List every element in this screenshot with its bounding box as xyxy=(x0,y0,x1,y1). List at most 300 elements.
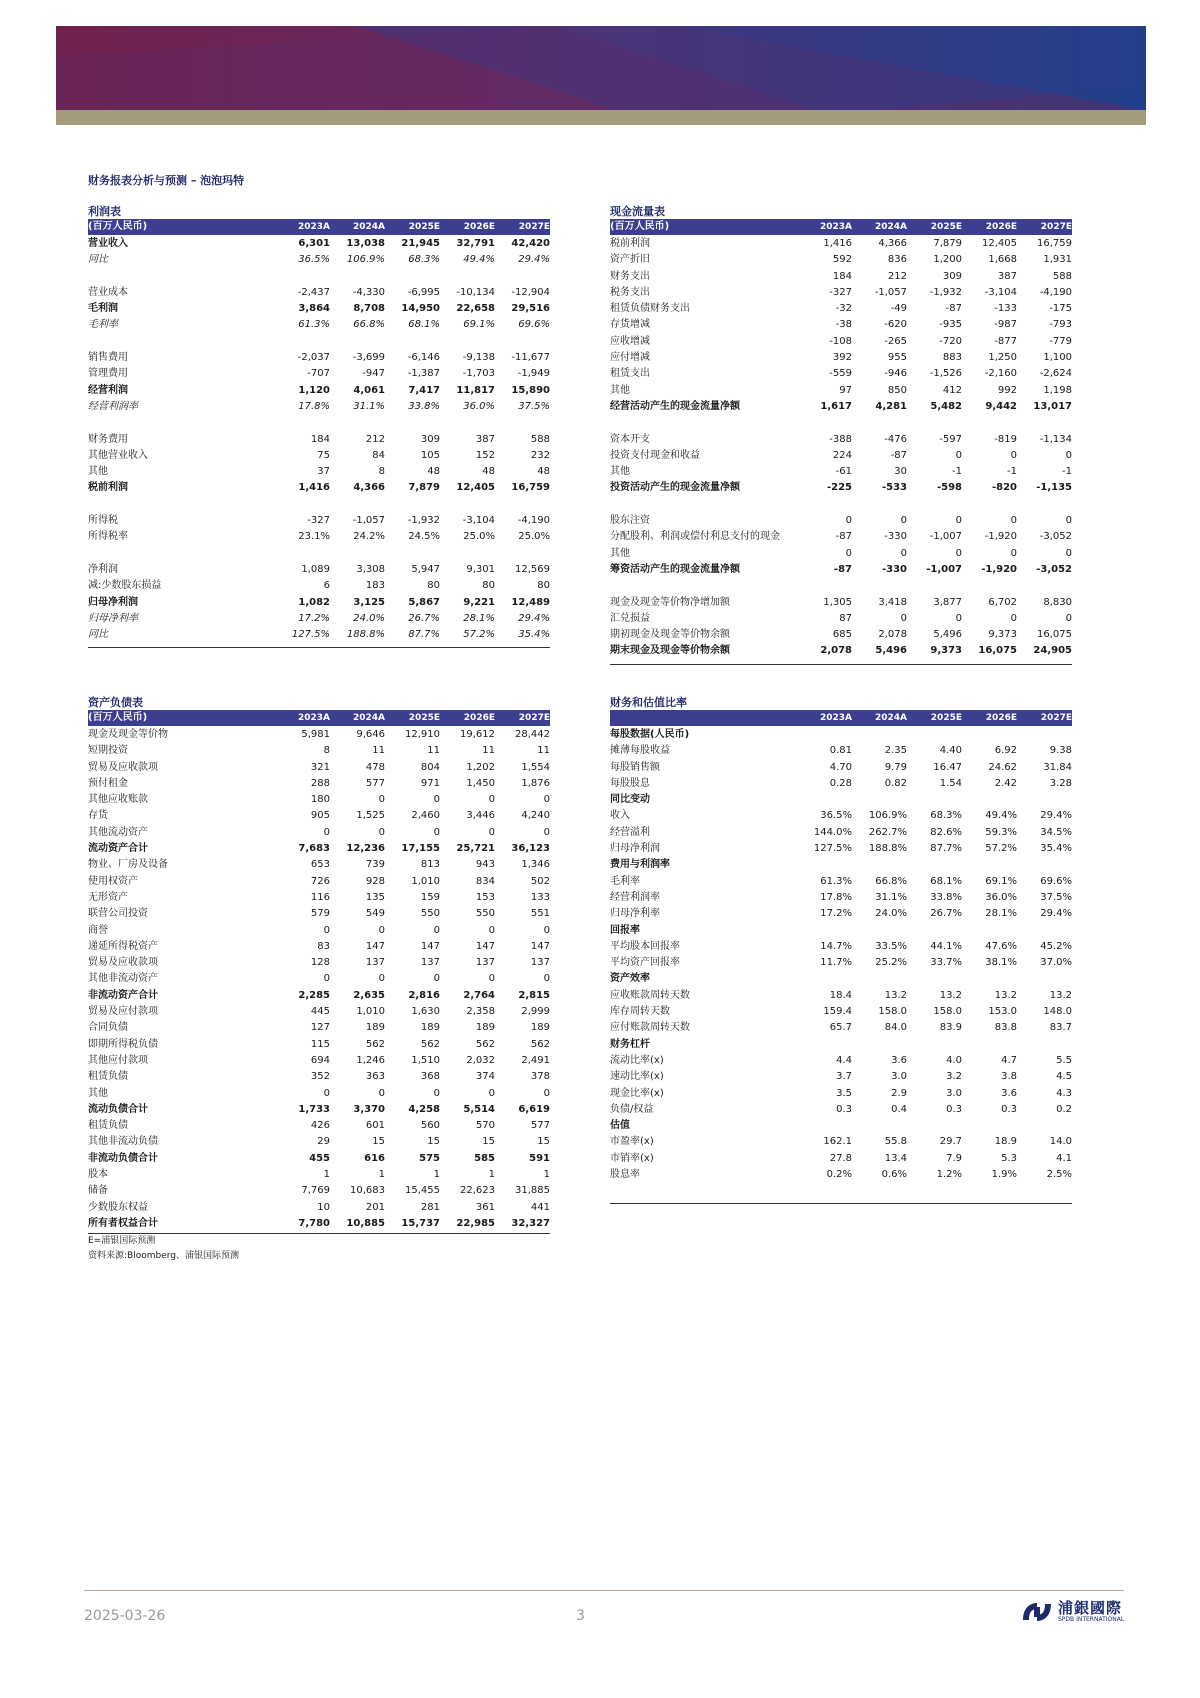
row-value: -3,052 xyxy=(1036,563,1072,575)
table-row xyxy=(610,334,1072,350)
row-value: 11 xyxy=(482,745,495,757)
row-value xyxy=(962,857,1017,873)
table-row xyxy=(88,857,550,873)
row-value: 3,418 xyxy=(878,596,907,608)
row-label: 租赁负债财务支出 xyxy=(610,303,690,315)
row-label: 其他非流动负债 xyxy=(88,1136,158,1148)
row-label: 摊薄每股收益 xyxy=(610,745,670,757)
row-label xyxy=(88,415,275,431)
row-value: 66.8% xyxy=(353,319,385,331)
row-value: 37.0% xyxy=(1040,957,1072,969)
row-label: 租赁负债 xyxy=(88,1120,128,1132)
row-label: 流动比率(x) xyxy=(610,1054,664,1066)
row-value: 3,877 xyxy=(933,596,962,608)
row-value xyxy=(385,546,440,562)
table-header xyxy=(88,710,550,726)
table-row xyxy=(88,578,550,594)
row-value: 834 xyxy=(475,875,495,887)
row-value: 5,496 xyxy=(875,645,907,657)
table-row xyxy=(610,236,1072,252)
row-value: 13.2 xyxy=(994,989,1017,1001)
row-value: 29 xyxy=(317,1136,330,1148)
row-value: 28.1% xyxy=(985,908,1017,920)
row-value: -1,932 xyxy=(407,515,440,527)
row-value xyxy=(1017,1037,1072,1053)
row-value: 378 xyxy=(530,1071,550,1083)
row-label: 股东注资 xyxy=(610,515,650,527)
row-value xyxy=(797,497,852,513)
row-value xyxy=(440,334,495,350)
row-value: 17.2% xyxy=(820,908,852,920)
row-value: 321 xyxy=(310,761,330,773)
row-label: 管理费用 xyxy=(88,368,128,380)
row-value: 0 xyxy=(323,826,330,838)
row-label: 递延所得税资产 xyxy=(88,940,158,952)
row-value: 992 xyxy=(997,384,1017,396)
row-value: -1,007 xyxy=(926,563,962,575)
row-value: 224 xyxy=(832,449,852,461)
row-value: 0 xyxy=(1010,547,1017,559)
row-value xyxy=(907,727,962,743)
row-value: 3.0 xyxy=(946,1087,962,1099)
row-value: 6,301 xyxy=(298,238,330,249)
table-row xyxy=(88,890,550,906)
row-value: 23.1% xyxy=(298,531,330,543)
row-label: 财务费用 xyxy=(88,433,128,445)
row-value: 0 xyxy=(543,924,550,936)
row-value: 14.7% xyxy=(820,940,852,952)
row-value xyxy=(440,269,495,285)
row-value: -1,920 xyxy=(981,563,1017,575)
row-value: 502 xyxy=(530,875,550,887)
row-value: 16,759 xyxy=(511,482,550,494)
row-value: 8 xyxy=(323,745,330,757)
row-value: -327 xyxy=(829,286,852,298)
row-value: 5,867 xyxy=(408,596,440,608)
row-value: 374 xyxy=(475,1071,495,1083)
row-value: -2,160 xyxy=(984,368,1017,380)
row-value xyxy=(852,497,907,513)
year-header: 2027E xyxy=(518,713,550,723)
table-row xyxy=(610,432,1072,448)
row-value: 26.7% xyxy=(408,612,440,624)
table-row xyxy=(610,955,1072,971)
row-value: 13.4 xyxy=(884,1152,907,1164)
row-label: 应收账款周转天数 xyxy=(610,989,690,1001)
row-value: -265 xyxy=(884,335,907,347)
row-value: -327 xyxy=(307,515,330,527)
row-value: 0.2% xyxy=(826,1169,852,1181)
row-value: 0 xyxy=(488,973,495,985)
row-label: 现金及现金等价物净增加额 xyxy=(610,596,730,608)
row-value: 0 xyxy=(323,924,330,936)
row-value: 189 xyxy=(475,1022,495,1034)
row-value: 3.28 xyxy=(1049,777,1072,789)
row-value: 59.3% xyxy=(985,826,1017,838)
row-value: 0 xyxy=(433,973,440,985)
row-value: 0.6% xyxy=(881,1169,907,1181)
table-row xyxy=(88,415,550,431)
row-value: 1,100 xyxy=(1043,352,1072,364)
row-label: 现金及现金等价物 xyxy=(88,729,168,740)
row-value: 309 xyxy=(420,433,440,445)
row-label: 物业、厂房及设备 xyxy=(88,859,168,871)
row-value: 0 xyxy=(1065,612,1072,624)
year-header: 2025E xyxy=(930,713,962,723)
row-value: 2.42 xyxy=(994,777,1017,789)
table-row xyxy=(610,841,1072,857)
row-value: 28.1% xyxy=(463,612,495,624)
row-value: -877 xyxy=(994,335,1017,347)
row-value: 25.0% xyxy=(463,531,495,543)
table-row xyxy=(610,269,1072,285)
row-value: 189 xyxy=(530,1022,550,1034)
row-value: 5.3 xyxy=(1001,1152,1017,1164)
row-label: 其他 xyxy=(610,547,630,559)
row-value: 4,061 xyxy=(353,384,385,396)
row-value: 26.7% xyxy=(930,908,962,920)
row-value xyxy=(1017,727,1072,743)
cashflow-statement-table xyxy=(610,205,1072,665)
row-value: 4,281 xyxy=(875,400,907,412)
table-row xyxy=(610,448,1072,464)
row-value: 726 xyxy=(310,875,330,887)
table-row xyxy=(610,529,1072,545)
row-value: 3,370 xyxy=(353,1103,385,1115)
row-value: 68.1% xyxy=(408,319,440,331)
row-value: 577 xyxy=(365,777,385,789)
row-value xyxy=(1017,415,1072,431)
row-value: 585 xyxy=(474,1152,495,1164)
row-value: 352 xyxy=(310,1071,330,1083)
row-value: 19,612 xyxy=(460,729,495,740)
row-label: 即期所得税负债 xyxy=(88,1038,158,1050)
row-value: 36.5% xyxy=(298,254,330,266)
table-row xyxy=(88,301,550,317)
row-value: 2,032 xyxy=(466,1054,495,1066)
row-value: 22,985 xyxy=(456,1217,495,1229)
year-header: 2026E xyxy=(985,222,1017,232)
row-value: 13.2 xyxy=(884,989,907,1001)
row-value: 12,489 xyxy=(511,596,550,608)
table-row xyxy=(610,971,1072,987)
row-value: 31.84 xyxy=(1043,761,1072,773)
row-value: 49.4% xyxy=(985,810,1017,822)
row-value: -819 xyxy=(994,433,1017,445)
banner-graphic xyxy=(56,26,1146,110)
row-value xyxy=(797,923,852,939)
row-value: 36,123 xyxy=(511,843,550,855)
row-value: 127.5% xyxy=(291,629,330,641)
row-value xyxy=(852,792,907,808)
row-value: 3.2 xyxy=(946,1071,962,1083)
row-value: 47.6% xyxy=(985,940,1017,952)
table-row xyxy=(88,529,550,545)
row-value: 87.7% xyxy=(930,843,962,855)
row-value: -3,052 xyxy=(1039,531,1072,543)
row-value: 955 xyxy=(887,352,907,364)
unit-label: (百万人民币) xyxy=(610,221,670,232)
row-value: -9,138 xyxy=(462,352,495,364)
row-value: -87 xyxy=(890,449,907,461)
row-value: 97 xyxy=(839,384,852,396)
table-row xyxy=(610,562,1072,578)
footer-date: 2025-03-26 xyxy=(84,1608,166,1624)
row-label: 其他 xyxy=(610,466,630,478)
row-value: 4.40 xyxy=(939,745,962,757)
row-value: 133 xyxy=(530,891,550,903)
row-value: -87 xyxy=(835,531,852,543)
row-label: 归母净利率 xyxy=(88,612,138,624)
row-value: 153 xyxy=(475,891,495,903)
table-row xyxy=(610,1037,1072,1053)
row-value: 588 xyxy=(530,433,550,445)
row-label: 经营活动产生的现金流量净额 xyxy=(610,400,740,412)
row-value: 7,879 xyxy=(933,238,962,249)
row-value: -49 xyxy=(890,303,907,315)
row-value: 3,446 xyxy=(466,810,495,822)
row-label: 贸易及应收款项 xyxy=(88,761,158,773)
table-row xyxy=(88,955,550,971)
row-value: 184 xyxy=(832,270,852,282)
row-value: -1,057 xyxy=(874,286,907,298)
row-value: 0 xyxy=(900,612,907,624)
row-value: 159.4 xyxy=(823,1006,852,1018)
table-header xyxy=(610,219,1072,235)
row-value: 4.7 xyxy=(1001,1054,1017,1066)
row-value: 3,308 xyxy=(356,563,385,575)
row-value xyxy=(1017,857,1072,873)
year-header: 2025E xyxy=(408,222,440,232)
table-row xyxy=(610,301,1072,317)
row-value: 10 xyxy=(317,1201,330,1213)
row-value xyxy=(1017,923,1072,939)
row-value: 3,864 xyxy=(298,303,330,315)
row-value: 82.6% xyxy=(930,826,962,838)
row-value xyxy=(852,578,907,594)
row-value: 29.4% xyxy=(1040,810,1072,822)
row-value: 32,791 xyxy=(456,238,495,249)
row-value: -6,146 xyxy=(407,352,440,364)
table-row xyxy=(610,595,1072,611)
row-value: -87 xyxy=(833,563,852,575)
row-value: -133 xyxy=(994,303,1017,315)
row-label: 流动负债合计 xyxy=(88,1103,148,1115)
table-row xyxy=(88,448,550,464)
row-value: 850 xyxy=(887,384,907,396)
row-value: 116 xyxy=(310,891,330,903)
row-value: 551 xyxy=(530,908,550,920)
row-value: -1,949 xyxy=(517,368,550,380)
table-row xyxy=(610,480,1072,496)
row-label: 股息率 xyxy=(610,1169,640,1181)
table-row xyxy=(610,988,1072,1004)
row-value: 17.8% xyxy=(298,400,330,412)
row-value: 3,125 xyxy=(353,596,385,608)
footer-rule xyxy=(84,1590,1124,1591)
table-row xyxy=(610,874,1072,890)
row-value: 588 xyxy=(1052,270,1072,282)
row-label: 联营公司投资 xyxy=(88,908,148,920)
row-value: 550 xyxy=(475,908,495,920)
row-label: 现金比率(x) xyxy=(610,1087,664,1099)
row-value: 579 xyxy=(310,908,330,920)
row-value: 24.0% xyxy=(353,612,385,624)
table-row xyxy=(88,627,550,643)
row-value xyxy=(275,415,330,431)
table-row xyxy=(610,1086,1072,1102)
row-value: 0 xyxy=(1065,515,1072,527)
row-label: 其他 xyxy=(88,466,108,478)
row-value: 1 xyxy=(378,1169,385,1181)
table-row xyxy=(610,497,1072,513)
row-label: 存货增减 xyxy=(610,319,650,331)
row-value: 18.9 xyxy=(994,1136,1017,1148)
row-value: 9,373 xyxy=(988,629,1017,641)
row-value xyxy=(330,415,385,431)
table-row xyxy=(88,743,550,759)
row-value: -597 xyxy=(939,433,962,445)
row-label: 其他应收账款 xyxy=(88,794,148,806)
row-value: 17.8% xyxy=(820,891,852,903)
row-value xyxy=(852,1037,907,1053)
row-value: 127.5% xyxy=(813,843,852,855)
table-row xyxy=(610,317,1072,333)
row-value: 6 xyxy=(323,580,330,592)
row-value xyxy=(907,415,962,431)
row-value: 0 xyxy=(955,449,962,461)
row-label: 经营利润率 xyxy=(610,891,660,903)
table-row xyxy=(610,1102,1072,1118)
row-value: -225 xyxy=(826,482,852,494)
row-value: 13,017 xyxy=(1033,400,1072,412)
row-value: 22,623 xyxy=(460,1185,495,1197)
row-value: -330 xyxy=(881,563,907,575)
row-value: 361 xyxy=(475,1201,495,1213)
row-value: 38.1% xyxy=(985,957,1017,969)
row-value: 36.5% xyxy=(820,810,852,822)
row-value: 1,250 xyxy=(988,352,1017,364)
row-value xyxy=(852,971,907,987)
table-row xyxy=(88,611,550,627)
row-label: 销售费用 xyxy=(88,352,128,364)
row-value: 106.9% xyxy=(346,254,385,266)
year-header: 2023A xyxy=(297,713,330,723)
row-value: 1,931 xyxy=(1043,254,1072,266)
row-value xyxy=(962,497,1017,513)
row-value: 69.1% xyxy=(985,875,1017,887)
row-label: 所有者权益合计 xyxy=(88,1217,158,1229)
row-value: 11 xyxy=(427,745,440,757)
row-value: 1 xyxy=(433,1169,440,1181)
row-value xyxy=(495,269,550,285)
row-label: 无形资产 xyxy=(88,891,128,903)
table-row xyxy=(88,841,550,857)
row-label: 财务杠杆 xyxy=(610,1038,650,1050)
row-value: 15 xyxy=(372,1136,385,1148)
year-header: 2024A xyxy=(352,713,385,723)
row-label xyxy=(88,269,275,285)
row-value: 36.0% xyxy=(463,400,495,412)
row-value xyxy=(907,1118,962,1134)
row-value: 9.79 xyxy=(884,761,907,773)
row-label: 每股股息 xyxy=(610,777,650,789)
row-label: 税前利润 xyxy=(610,238,650,249)
table-row xyxy=(610,350,1072,366)
row-value xyxy=(797,792,852,808)
row-value: 577 xyxy=(530,1120,550,1132)
row-value: 601 xyxy=(365,1120,385,1132)
row-label: 归母净利润 xyxy=(88,596,138,608)
row-value: -3,104 xyxy=(462,515,495,527)
row-value: -388 xyxy=(829,433,852,445)
row-label: 税务支出 xyxy=(610,286,650,298)
income-statement-table xyxy=(88,205,550,648)
row-value: 1,554 xyxy=(521,761,550,773)
row-value: -2,437 xyxy=(297,286,330,298)
row-value: 0.82 xyxy=(884,777,907,789)
row-value: 189 xyxy=(420,1022,440,1034)
row-value: 137 xyxy=(475,957,495,969)
row-value: 1,010 xyxy=(356,1006,385,1018)
table-row xyxy=(88,1069,550,1085)
row-value: -1 xyxy=(1062,466,1072,478)
row-value: -476 xyxy=(884,433,907,445)
row-value xyxy=(440,546,495,562)
row-label: 非流动负债合计 xyxy=(88,1152,158,1164)
row-label: 每股销售额 xyxy=(610,761,660,773)
table-row xyxy=(610,923,1072,939)
table-bottom-rule xyxy=(610,664,1072,665)
row-value: 2,764 xyxy=(463,989,495,1001)
row-value: 0 xyxy=(900,547,907,559)
row-label: 经营利润率 xyxy=(88,400,138,412)
spdb-logo xyxy=(1020,1600,1124,1624)
row-value: 2,460 xyxy=(411,810,440,822)
row-value: 0 xyxy=(955,515,962,527)
row-value: 562 xyxy=(420,1038,440,1050)
row-value: 1 xyxy=(543,1169,550,1181)
row-value xyxy=(385,497,440,513)
row-value xyxy=(275,546,330,562)
table-row xyxy=(88,399,550,415)
row-value: 16,075 xyxy=(1037,629,1072,641)
row-label: 归母净利润 xyxy=(610,843,660,855)
row-label: 其他 xyxy=(610,384,630,396)
table-row xyxy=(88,1134,550,1150)
row-value: 158.0 xyxy=(878,1006,907,1018)
row-value: 127 xyxy=(310,1022,330,1034)
row-label: 应付账款周转天数 xyxy=(610,1022,690,1034)
table-row xyxy=(610,578,1072,594)
row-label: 贸易及应付款项 xyxy=(88,1006,158,1018)
table-row xyxy=(88,285,550,301)
row-value: 0 xyxy=(543,826,550,838)
year-header: 2027E xyxy=(518,222,550,232)
row-value: 575 xyxy=(419,1152,440,1164)
row-value xyxy=(385,415,440,431)
row-value: 0 xyxy=(1010,515,1017,527)
year-header: 2026E xyxy=(463,222,495,232)
year-header: 2024A xyxy=(874,713,907,723)
row-value: -1,135 xyxy=(1036,482,1072,494)
row-value: 10,885 xyxy=(346,1217,385,1229)
row-value: 152 xyxy=(475,449,495,461)
row-value: -108 xyxy=(829,335,852,347)
table-row xyxy=(88,1053,550,1069)
table-row xyxy=(610,643,1072,659)
row-value xyxy=(1017,792,1072,808)
